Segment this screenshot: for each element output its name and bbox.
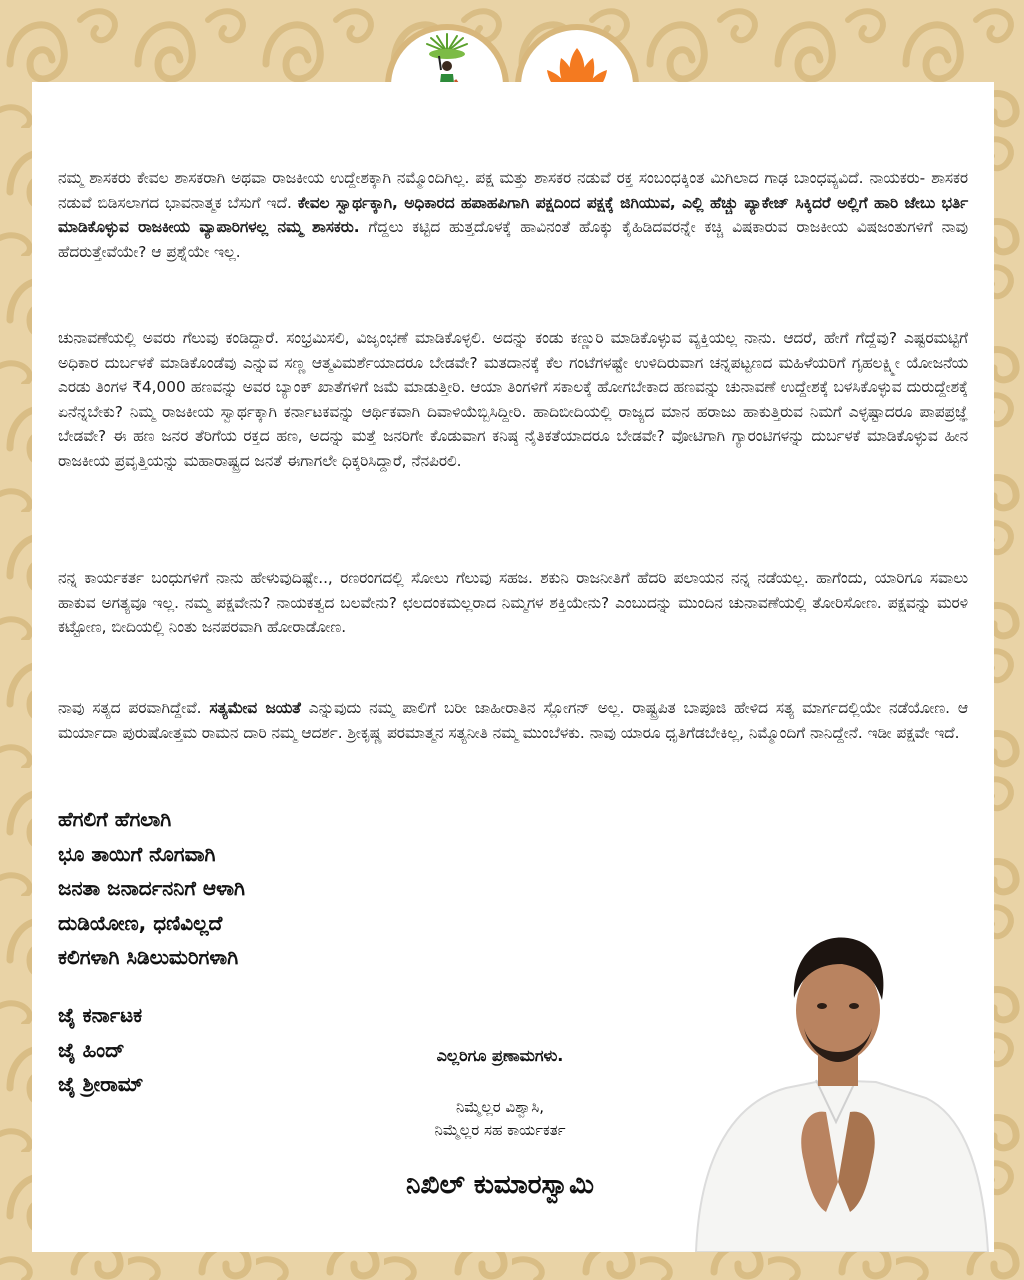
paragraph-2-text: ಚುನಾವಣೆಯಲ್ಲಿ ಅವರು ಗೆಲುವು ಕಂಡಿದ್ದಾರೆ. ಸಂಭ್ರಮಿಸಲಿ, ವಿಜೃಂಭಣೆ ಮಾಡಿಕೊಳ್ಳಲಿ. ಅದನ್ನು ಕಂಡು ಕಣ್ಣುರಿ ಮಾಡಿಕೊಳ್ಳುವ ವ್ಯಕ್ತಿಯಲ್ಲ ನಾನು. ಆದರೆ, ಹೇಗೆ ಗೆದ್ದೆವು? ಎಷ್ಟರಮಟ್ಟಿಗೆ ಅಧಿಕಾರ ದುರ್ಬಳಕೆ ಮಾಡಿಕೊಂಡೆವು ಎನ್ನುವ ಸಣ್ಣ ಆತ್ಮವಿಮರ್ಶೆಯಾದರೂ ಬೇಡವೇ? ಮತದಾನಕ್ಕೆ ಕೆಲ ಗಂಟೆಗಳಷ್ಟೇ ಉಳಿದಿರುವಾಗ ಚನ್ನಪಟ್ಟಣದ ಮಹಿಳೆಯರಿಗೆ ಗೃಹಲಕ್ಷ್ಮೀ ಯೋಜನೆಯ ಎರಡು ತಿಂಗಳ ₹4,000 ಹಣವನ್ನು ಅವರ ಬ್ಯಾಂಕ್ ಖಾತೆಗಳಿಗೆ ಜಮೆ ಮಾಡುತ್ತೀರಿ. ಆಯಾ ತಿಂಗಳಿಗೆ ಸಕಾಲಕ್ಕೆ ಹೋಗಬೇಕಾದ ಹಣವನ್ನು ಚುನಾವಣೆ ಉದ್ದೇಶಕ್ಕೆ ಬಳಸಿಕೊಳ್ಳುವ ದುರುದ್ದೇಶಕ್ಕೆ ಏನೆನ್ನಬೇಕು? ನಿಮ್ಮ ರಾಜಕೀಯ ಸ್ವಾರ್ಥಕ್ಕಾಗಿ ಕರ್ನಾಟಕವನ್ನು ಆರ್ಥಿಕವಾಗಿ ದಿವಾಳಿಯೆಬ್ಬಿಸಿದ್ದೀರಿ. ಹಾದಿಬೀದಿಯಲ್ಲಿ ರಾಜ್ಯದ ಮಾನ ಹರಾಜು ಹಾಕುತ್ತಿರುವ ನಿಮಗೆ ಎಳ್ಳಷ್ಟಾದರೂ ಪಾಪಪ್ರಜ್ಞೆ ಬೇಡವೇ? ಈ ಹಣ ಜನರ ತೆರಿಗೆಯ ರಕ್ತದ ಹಣ, ಅದನ್ನು ಮತ್ತೆ ಜನರಿಗೇ ಕೊಡುವಾಗ ಕನಿಷ್ಠ ನೈತಿಕತೆಯಾದರೂ ಬೇಡವೇ? ವೋಟಿಗಾಗಿ ಗ್ಯಾರಂಟಿಗಳನ್ನು ದುರ್ಬಳಕೆ ಮಾಡಿಕೊಳ್ಳುವ ಹೀನ ರಾಜಕೀಯ ಪ್ರವೃತ್ತಿಯನ್ನು ಮಹಾರಾಷ್ಟ್ರದ ಜನತೆ ಈಗಾಗಲೇ ಧಿಕ್ಕರಿಸಿದ್ದಾರೆ, ನೆನಪಿರಲಿ. <box>58 329 968 470</box>
signoff-line-2: ನಿಮ್ಮೆಲ್ಲರ ಸಹ ಕಾರ್ಯಕರ್ತ <box>434 1121 566 1139</box>
paragraph-1-text-b: ಗೆದ್ದಲು ಕಟ್ಟಿದ ಹುತ್ತದೊಳಕ್ಕೆ ಹಾವಿನಂತೆ ಹೊಕ್ಕು ಕೈಹಿಡಿದವರನ್ನೇ ಕಚ್ಚಿ ವಿಷಕಾರುವ ರಾಜಕೀಯ ವಿಷಜಂತುಗಳಿಗೆ ನಾವು ಹೆದರುತ್ತೇವೆಯೇ? ಆ ಪ್ರಶ್ನೆಯೇ ಇಲ್ಲ. <box>58 218 968 261</box>
jai-line: ಜೈ ಶ್ರೀರಾಮ್ <box>58 1072 144 1096</box>
leader-portrait <box>676 912 994 1252</box>
letter-card <box>32 82 994 1252</box>
paragraph-3-text: ನನ್ನ ಕಾರ್ಯಕರ್ತ ಬಂಧುಗಳಿಗೆ ನಾನು ಹೇಳುವುದಿಷ್ಟೇ.., ರಣರಂಗದಲ್ಲಿ ಸೋಲು ಗೆಲುವು ಸಹಜ. ಶಕುನಿ ರಾಜನೀತಿಗೆ ಹೆದರಿ ಪಲಾಯನ ನನ್ನ ನಡೆಯಲ್ಲ. ಹಾಗೆಂದು, ಯಾರಿಗೂ ಸವಾಲು ಹಾಕುವ ಅಗತ್ಯವೂ ಇಲ್ಲ. ನಮ್ಮ ಪಕ್ಷವೇನು? ನಾಯಕತ್ವದ ಬಲವೇನು? ಛಲದಂಕಮಲ್ಲರಾದ ನಿಮ್ಮಗಳ ಶಕ್ತಿಯೇನು? ಎಂಬುದನ್ನು ಮುಂದಿನ ಚುನಾವಣೆಯಲ್ಲಿ ತೋರಿಸೋಣ. ಪಕ್ಷವನ್ನು ಮರಳಿ ಕಟ್ಟೋಣ, ಬೀದಿಯಲ್ಲಿ ನಿಂತು ಜನಪರವಾಗಿ ಹೋರಾಡೋಣ. <box>58 569 968 637</box>
jai-line: ಜೈ ಹಿಂದ್ <box>58 1037 125 1062</box>
slogan-line: ಜನತಾ ಜನಾರ್ದನನಿಗೆ ಆಳಾಗಿ <box>58 876 245 900</box>
jai-line: ಜೈ ಕರ್ನಾಟಕ <box>58 1003 143 1027</box>
paragraph-4-bold: ಸತ್ಯಮೇವ ಜಯತೆ <box>209 699 301 717</box>
paragraph-4-text-a: ನಾವು ಸತ್ಯದ ಪರವಾಗಿದ್ದೇವೆ. <box>58 699 210 717</box>
signatory-name: ನಿಖಿಲ್ ಕುಮಾರಸ್ವಾಮಿ <box>405 1170 595 1200</box>
paragraph-2 <box>58 326 968 474</box>
slogan-list <box>58 802 245 975</box>
jai-list <box>58 998 143 1102</box>
slogan-line: ಕಲಿಗಳಾಗಿ ಸಿಡಿಲುಮರಿಗಳಾಗಿ <box>58 945 239 969</box>
paragraph-3 <box>58 566 968 640</box>
paragraph-1 <box>58 166 968 264</box>
slogan-line: ಭೂ ತಾಯಿಗೆ ನೊಗವಾಗಿ <box>58 841 216 866</box>
paragraph-1-bold: ಕೇವಲ ಸ್ವಾರ್ಥಕ್ಕಾಗಿ, ಅಧಿಕಾರದ ಹಪಾಹಪಿಗಾಗಿ ಪಕ್ಷದಿಂದ ಪಕ್ಷಕ್ಕೆ ಜಿಗಿಯುವ, ಎಲ್ಲಿ ಹೆಚ್ಚು ಪ್ಯಾಕೇಜ್ ಸಿಕ್ಕಿದರೆ ಅಲ್ಲಿಗೆ ಹಾರಿ ಜೇಬು ಭರ್ತಿ ಮಾಡಿಕೊಳ್ಳುವ ರಾಜಕೀಯ ವ್ಯಾಪಾರಿಗಳಲ್ಲ ನಮ್ಮ ಶಾಸಕರು. <box>58 193 968 237</box>
paragraph-4 <box>58 696 968 745</box>
signoff-block <box>350 1096 650 1142</box>
paragraph-1-text-a: ನಮ್ಮ ಶಾಸಕರು ಕೇವಲ ಶಾಸಕರಾಗಿ ಅಥವಾ ರಾಜಕೀಯ ಉದ್ದೇಶಕ್ಕಾಗಿ ನಮ್ಮೊಂದಿಗಿಲ್ಲ. ಪಕ್ಷ ಮತ್ತು ಶಾಸಕರ ನಡುವೆ ರಕ್ತ ಸಂಬಂಧಕ್ಕಿಂತ ಮಿಗಿಲಾದ ಗಾಢ ಬಾಂಧವ್ಯವಿದೆ. ನಾಯಕರು- ಶಾಸಕರ ನಡುವೆ ಬಿಡಿಸಲಾಗದ ಭಾವನಾತ್ಮಕ ಬೆಸುಗೆ ಇದೆ. <box>58 169 968 212</box>
paragraph-4-text-b: ಎನ್ನುವುದು ನಮ್ಮ ಪಾಲಿಗೆ ಬರೀ ಜಾಹೀರಾತಿನ ಸ್ಲೋಗನ್ ಅಲ್ಲ. ರಾಷ್ಟ್ರಪಿತ ಬಾಪೂಜಿ ಹೇಳಿದ ಸತ್ಯ ಮಾರ್ಗದಲ್ಲಿಯೇ ನಡೆಯೋಣ. ಆ ಮರ್ಯಾದಾ ಪುರುಷೋತ್ತಮ ರಾಮನ ದಾರಿ ನಮ್ಮ ಆದರ್ಶ. ಶ್ರೀಕೃಷ್ಣ ಪರಮಾತ್ಮನ ಸತ್ಯನೀತಿ ನಮ್ಮ ಮುಂಬೆಳಕು. ನಾವು ಯಾರೂ ಧೃತಿಗೆಡಬೇಕಿಲ್ಲ, ನಿಮ್ಮೊಂದಿಗೆ ನಾನಿದ್ದೇನೆ. ಇಡೀ ಪಕ್ಷವೇ ಇದೆ. <box>58 699 968 742</box>
signoff-line-1: ನಿಮ್ಮೆಲ್ಲರ ವಿಶ್ವಾಸಿ, <box>455 1098 545 1116</box>
slogan-line: ಹೆಗಲಿಗೆ ಹೆಗಲಾಗಿ <box>58 807 172 831</box>
greeting: ಎಲ್ಲರಿಗೂ ಪ್ರಣಾಮಗಳು. <box>436 1046 564 1065</box>
slogan-line: ದುಡಿಯೋಣ, ಧಣಿವಿಲ್ಲದೆ <box>58 910 223 935</box>
